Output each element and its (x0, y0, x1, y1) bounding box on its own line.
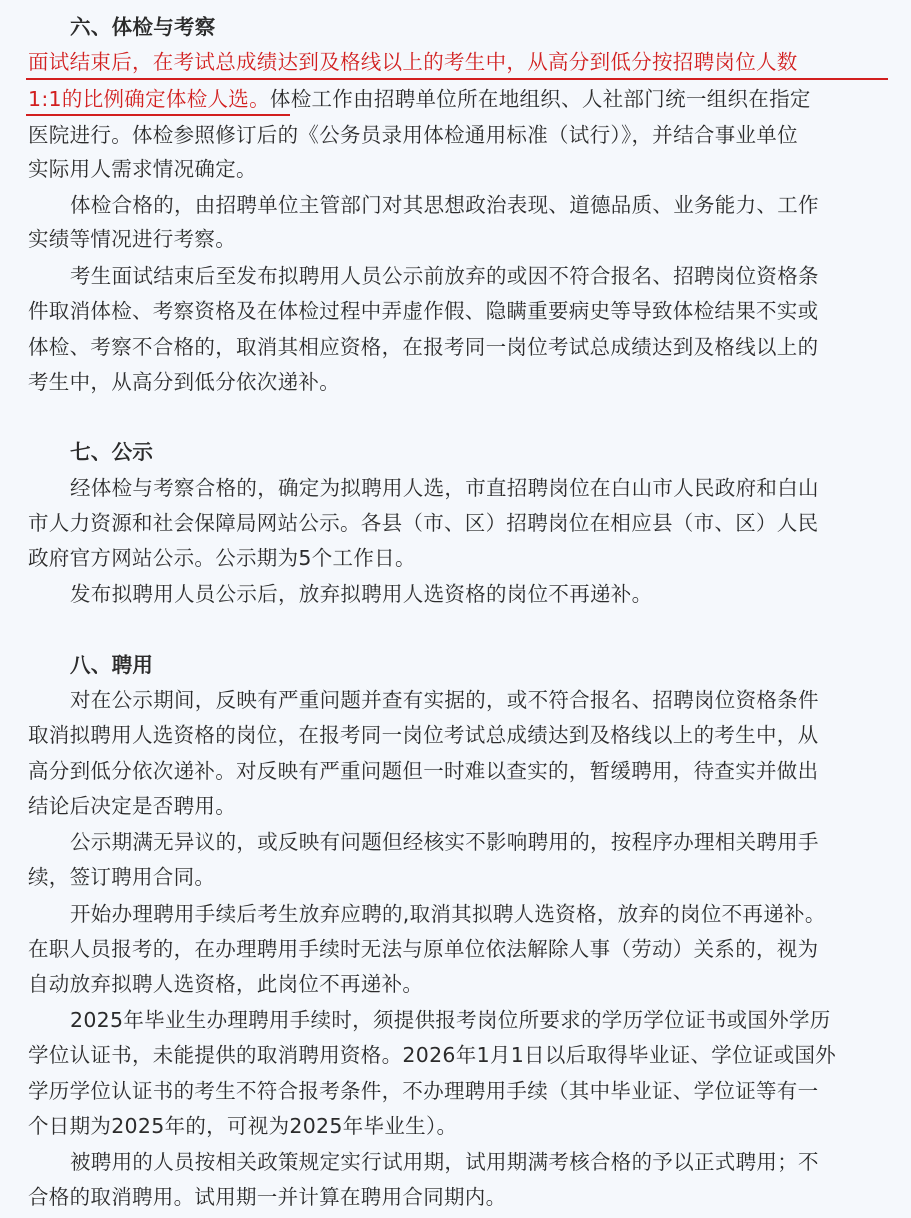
paragraph-line: 2025年毕业生办理聘用手续时，须提供报考岗位所要求的学历学位证书或国外学历 (70, 1008, 831, 1032)
paragraph-line: 医院进行。体检参照修订后的《公务员录用体检通用标准（试行）》，并结合事业单位 (28, 123, 798, 147)
paragraph-line: 发布拟聘用人员公示后，放弃拟聘用人选资格的岗位不再递补。 (70, 582, 653, 606)
paragraph-line: 经体检与考察合格的，确定为拟聘用人选，市直招聘岗位在白山市人民政府和白山 (70, 476, 819, 500)
highlighted-text-line-2: 1:1的比例确定体检人选。 (28, 87, 270, 111)
red-underline-1 (26, 78, 888, 80)
paragraph-line: 考生中，从高分到低分依次递补。 (28, 370, 340, 394)
paragraph-line: 体检、考察不合格的，取消其相应资格，在报考同一岗位考试总成绩达到及格线以上的 (28, 335, 819, 359)
paragraph-line: 续，签订聘用合同。 (28, 865, 216, 889)
section-heading-publicity: 七、公示 (70, 440, 154, 464)
paragraph-line: 学位认证书，未能提供的取消聘用资格。2026年1月1日以后取得毕业证、学位证或国外 (28, 1043, 837, 1067)
paragraph-line: 实绩等情况进行考察。 (28, 227, 236, 251)
paragraph-line: 个日期为2025年的，可视为2025年毕业生）。 (28, 1114, 458, 1138)
paragraph-line: 结论后决定是否聘用。 (28, 794, 236, 818)
highlighted-text-line-1: 面试结束后，在考试总成绩达到及格线以上的考生中，从高分到低分按招聘岗位人数 (28, 50, 798, 74)
section-heading-physical-exam: 六、体检与考察 (70, 15, 216, 39)
paragraph-line: 在职人员报考的，在办理聘用手续时无法与原单位依法解除人事（劳动）关系的，视为 (28, 937, 819, 961)
paragraph-line: 体检合格的，由招聘单位主管部门对其思想政治表现、道德品质、业务能力、工作 (70, 193, 819, 217)
paragraph-text: 体检工作由招聘单位所在地组织、人社部门统一组织在指定 (269, 87, 811, 111)
red-underline-2 (26, 114, 290, 116)
paragraph-line: 合格的取消聘用。试用期一并计算在聘用合同期内。 (28, 1185, 507, 1209)
paragraph-line: 高分到低分依次递补。对反映有严重问题但一时难以查实的，暂缓聘用，待查实并做出 (28, 759, 819, 783)
paragraph-line: 取消拟聘用人选资格的岗位，在报考同一岗位考试总成绩达到及格线以上的考生中，从 (28, 723, 819, 747)
section-heading-employment: 八、聘用 (70, 653, 154, 677)
paragraph-line: 对在公示期间，反映有严重问题并查有实据的，或不符合报名、招聘岗位资格条件 (70, 688, 819, 712)
paragraph-line: 公示期满无异议的，或反映有问题但经核实不影响聘用的，按程序办理相关聘用手 (70, 830, 819, 854)
paragraph-line: 件取消体检、考察资格及在体检过程中弄虚作假、隐瞒重要病史等导致体检结果不实或 (28, 299, 819, 323)
paragraph-line: 被聘用的人员按相关政策规定实行试用期，试用期满考核合格的予以正式聘用；不 (70, 1150, 819, 1174)
paragraph-line: 政府官方网站公示。公示期为5个工作日。 (28, 546, 416, 570)
paragraph-line: 市人力资源和社会保障局网站公示。各县（市、区）招聘岗位在相应县（市、区）人民 (28, 511, 819, 535)
paragraph-line (28, 82, 811, 116)
paragraph-line: 实际用人需求情况确定。 (28, 157, 257, 181)
paragraph-line: 考生面试结束后至发布拟聘用人员公示前放弃的或因不符合报名、招聘岗位资格条 (70, 264, 819, 288)
paragraph-line: 开始办理聘用手续后考生放弃应聘的,取消其拟聘人选资格，放弃的岗位不再递补。 (70, 902, 826, 926)
paragraph-line: 自动放弃拟聘人选资格，此岗位不再递补。 (28, 972, 424, 996)
paragraph-line: 学历学位认证书的考生不符合报考条件，不办理聘用手续（其中毕业证、学位证等有一 (28, 1079, 819, 1103)
